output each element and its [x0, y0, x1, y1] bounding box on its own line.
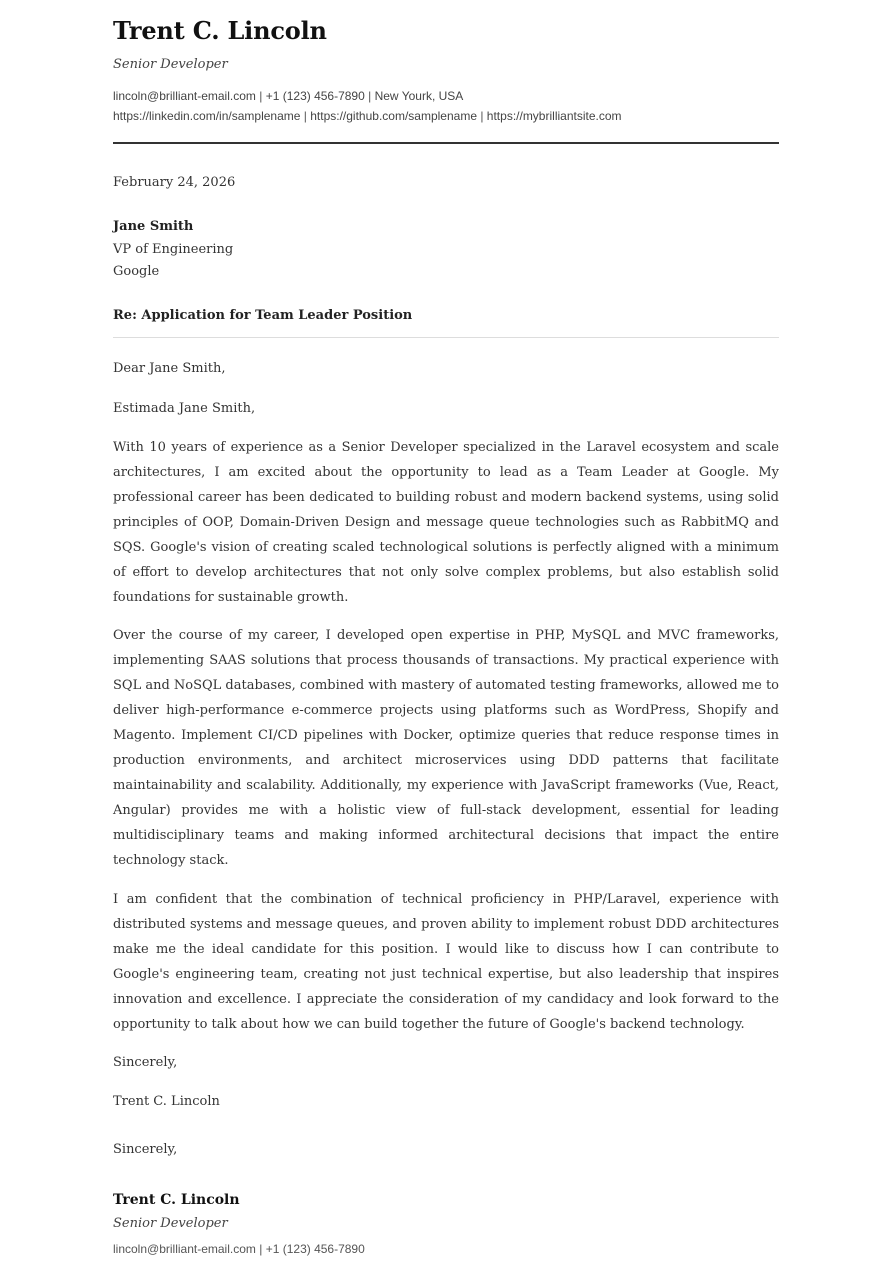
- header-divider: [113, 142, 779, 144]
- signature-email-link[interactable]: lincoln@brilliant-email.com: [113, 1242, 256, 1256]
- signature-phone-link[interactable]: +1 (123) 456-7890: [265, 1242, 365, 1256]
- closing: Sincerely,: [113, 1055, 178, 1070]
- applicant-name: Trent C. Lincoln: [113, 16, 327, 45]
- recipient-company: Google: [113, 264, 160, 279]
- location-text: New Yourk, USA: [374, 89, 464, 103]
- signature-title: Senior Developer: [113, 1216, 228, 1231]
- recipient-block: [113, 216, 233, 284]
- recipient-name: Jane Smith: [113, 219, 194, 234]
- signature-name: Trent C. Lincoln: [113, 1192, 240, 1208]
- body-paragraph-2: Over the course of my career, I developed open expertise in PHP, MySQL and MVC frameworks, implementing SAAS solutions that process thousands of transactions. My practical experience with SQL and NoSQL databases, combined with mastery of automated testing frameworks, allowed me to deliver high-performance e-commerce projects using platforms such as WordPress, Shopify and Magento. Implement CI/CD pipelines with Docker, optimize queries that reduce response times in production environments, and architect microservices using DDD patterns that facilitate maintainability and scalability. Additionally, my experience with JavaScript frameworks (Vue, React, Angular) provides me with a holistic view of full-stack development, essential for leading multidisciplinary teams and making informed architectural decisions that impact the entire technology stack.: [113, 628, 780, 868]
- letter-date: February 24, 2026: [113, 175, 236, 190]
- salutation-alt: Estimada Jane Smith,: [113, 401, 256, 416]
- subject-divider: [113, 337, 779, 338]
- letter-subject: Re: Application for Team Leader Position: [113, 308, 413, 323]
- separator: |: [364, 89, 375, 103]
- recipient-title: VP of Engineering: [113, 241, 234, 257]
- applicant-title: Senior Developer: [113, 57, 228, 72]
- contact-line-primary: [113, 89, 463, 103]
- website-link[interactable]: https://mybrilliantsite.com: [486, 109, 622, 123]
- salutation: Dear Jane Smith,: [113, 361, 226, 376]
- email-link[interactable]: lincoln@brilliant-email.com: [113, 89, 256, 103]
- closing-repeat: Sincerely,: [113, 1142, 178, 1157]
- body-paragraph-3: I am confident that the combination of technical proficiency in PHP/Laravel, experience with distributed systems and message queues, and proven ability to implement robust DDD architectures make me the ideal candidate for this position. I would like to discuss how I can contribute to Google's engineering team, creating not just technical expertise, but also leadership that inspires innovation and excellence. I appreciate the consideration of my candidacy and look forward to the opportunity to talk about how we can build together the future of Google's backend technology.: [113, 892, 779, 1032]
- linkedin-link[interactable]: https://linkedin.com/in/samplename: [113, 109, 301, 123]
- separator: |: [300, 109, 311, 123]
- github-link[interactable]: https://github.com/samplename: [310, 109, 477, 123]
- phone-link[interactable]: +1 (123) 456-7890: [265, 89, 365, 103]
- body-paragraph-1: With 10 years of experience as a Senior Developer specialized in the Laravel ecosystem and scale architectures, I am excited about the opportunity to lead as a Team Leader at Google. My professional career has been dedicated to building robust and modern backend systems, using solid principles of OOP, Domain-Driven Design and message queue technologies such as RabbitMQ and SQS. Google's vision of creating scaled technological solutions is perfectly aligned with a minimum of effort to develop architectures that not only solve complex problems, but also establish solid foundations for sustainable growth.: [113, 440, 779, 605]
- separator: |: [255, 89, 266, 103]
- separator: |: [255, 1242, 266, 1256]
- signature-contact: [113, 1242, 365, 1256]
- contact-line-links: [113, 109, 622, 123]
- signed-name: Trent C. Lincoln: [113, 1094, 220, 1109]
- separator: |: [477, 109, 487, 123]
